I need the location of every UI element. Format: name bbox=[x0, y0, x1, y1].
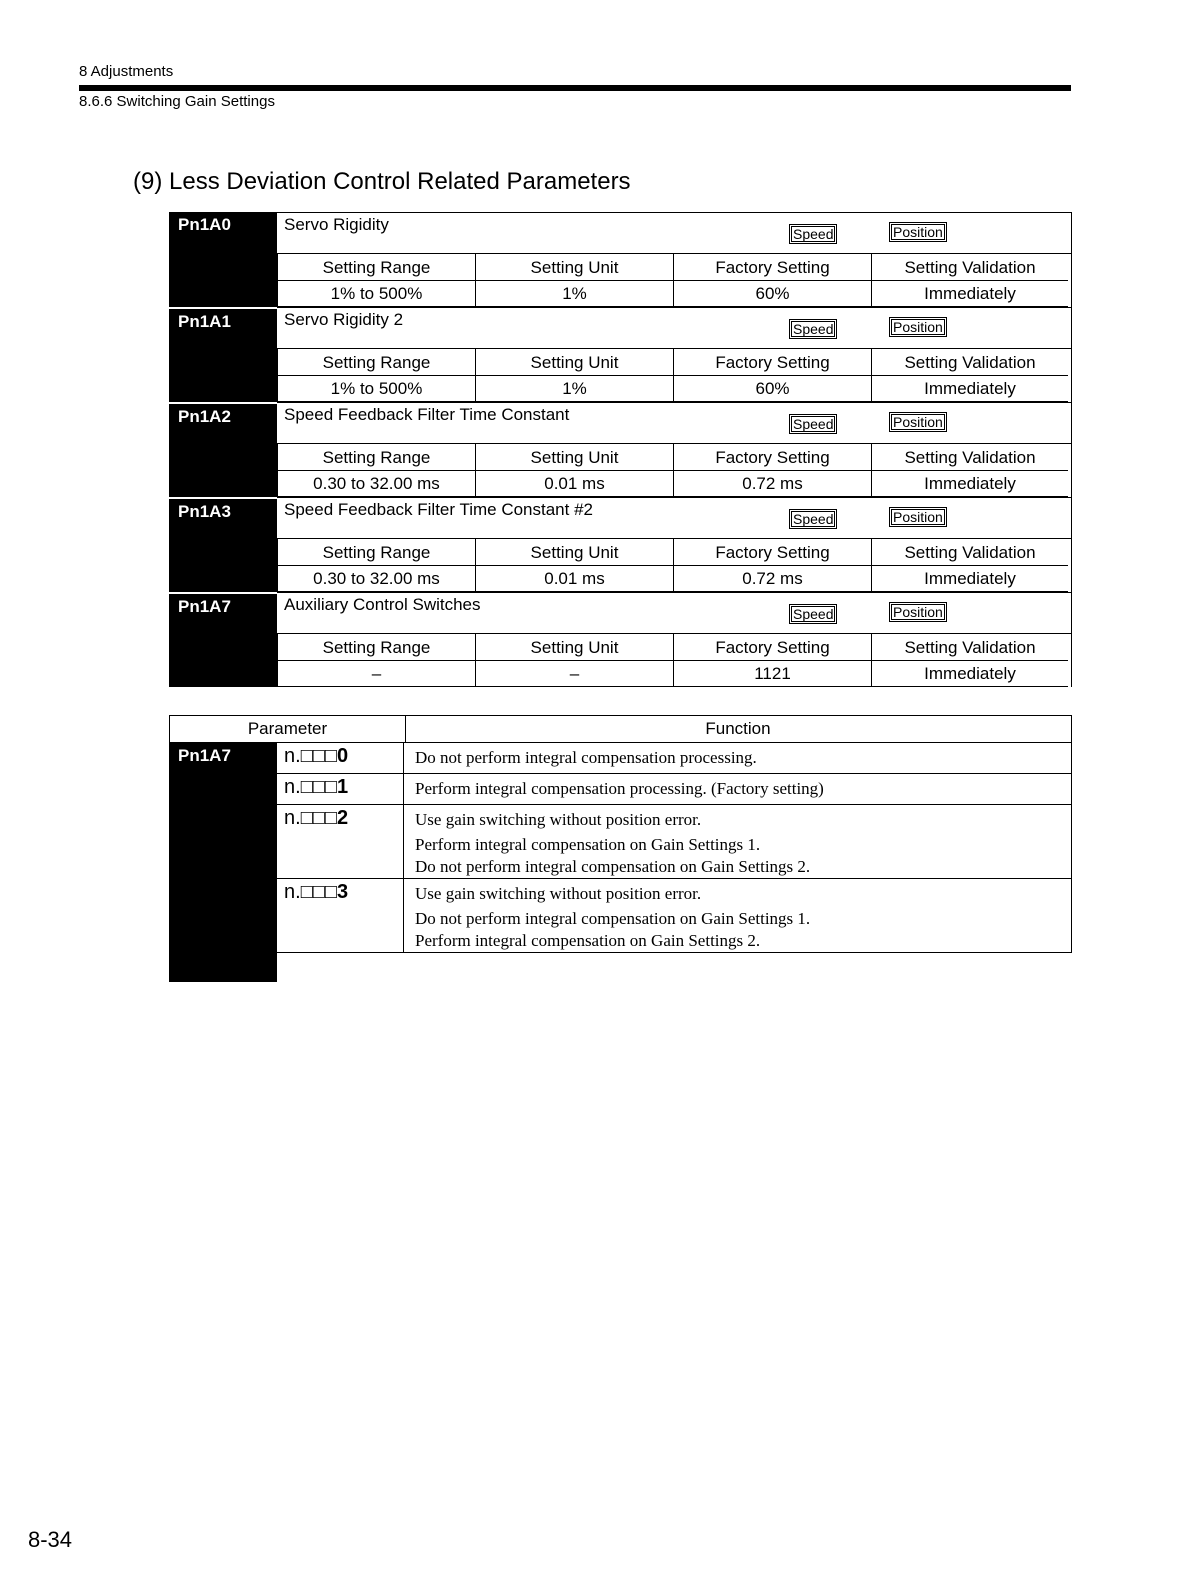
factory-setting-value: 60% bbox=[673, 281, 871, 307]
speed-tag: Speed bbox=[789, 604, 837, 624]
header-setting-range: Setting Range bbox=[277, 444, 475, 471]
header-setting-validation: Setting Validation bbox=[871, 254, 1068, 281]
factory-setting-value: 60% bbox=[673, 376, 871, 402]
parameter-list bbox=[169, 212, 1072, 687]
setting-unit-value: 0.01 ms bbox=[475, 471, 673, 497]
section-title: (9) Less Deviation Control Related Parameters bbox=[133, 168, 631, 195]
speed-tag: Speed bbox=[789, 414, 837, 434]
function-row bbox=[277, 774, 1072, 805]
header-setting-range: Setting Range bbox=[277, 349, 475, 376]
header-setting-range: Setting Range bbox=[277, 634, 475, 661]
header-setting-validation: Setting Validation bbox=[871, 349, 1068, 376]
setting-unit-value: 1% bbox=[475, 281, 673, 307]
header-setting-unit: Setting Unit bbox=[475, 444, 673, 471]
header-setting-range: Setting Range bbox=[277, 254, 475, 281]
header-setting-unit: Setting Unit bbox=[475, 539, 673, 566]
position-tag: Position bbox=[889, 507, 947, 527]
parameter-value: n.□□□0 bbox=[277, 743, 404, 773]
parameter-name: Servo Rigidity 2 bbox=[284, 310, 404, 329]
function-row bbox=[277, 743, 1072, 774]
parameter-name: Speed Feedback Filter Time Constant bbox=[284, 405, 570, 424]
speed-tag: Speed bbox=[789, 319, 837, 339]
parameter-block bbox=[169, 212, 1072, 307]
parameter-code: Pn1A3 bbox=[169, 497, 277, 592]
setting-range-value: 0.30 to 32.00 ms bbox=[277, 566, 475, 592]
parameter-name: Servo Rigidity bbox=[284, 215, 389, 234]
chapter-header: 8 Adjustments bbox=[79, 63, 174, 80]
setting-validation-value: Immediately bbox=[871, 281, 1068, 307]
header-setting-unit: Setting Unit bbox=[475, 254, 673, 281]
header-factory-setting: Factory Setting bbox=[673, 539, 871, 566]
factory-setting-value: 0.72 ms bbox=[673, 566, 871, 592]
header-setting-validation: Setting Validation bbox=[871, 634, 1068, 661]
position-tag: Position bbox=[889, 602, 947, 622]
function-description: Perform integral compensation processing. (Factory setting) bbox=[415, 779, 824, 798]
parameter-block bbox=[169, 497, 1072, 592]
setting-unit-value: 0.01 ms bbox=[475, 566, 673, 592]
setting-unit-value: – bbox=[475, 661, 673, 687]
function-description: Do not perform integral compensation processing. bbox=[415, 748, 757, 767]
parameter-code: Pn1A7 bbox=[169, 592, 277, 687]
parameter-value: n.□□□1 bbox=[277, 774, 404, 804]
header-setting-validation: Setting Validation bbox=[871, 444, 1068, 471]
page-number: 8-34 bbox=[28, 1527, 73, 1552]
setting-validation-value: Immediately bbox=[871, 661, 1068, 687]
factory-setting-value: 0.72 ms bbox=[673, 471, 871, 497]
function-table bbox=[169, 715, 1072, 982]
parameter-code: Pn1A2 bbox=[169, 402, 277, 497]
setting-unit-value: 1% bbox=[475, 376, 673, 402]
function-row bbox=[277, 879, 1072, 953]
parameter-name: Auxiliary Control Switches bbox=[284, 595, 481, 614]
header-rule bbox=[79, 85, 1071, 91]
parameter-block bbox=[169, 592, 1072, 687]
function-description: Use gain switching without position error. Perform integral compensation on Gain Settings 1. Do not perform integral compensation on Gain Settings 2. bbox=[415, 810, 811, 876]
header-factory-setting: Factory Setting bbox=[673, 634, 871, 661]
header-setting-unit: Setting Unit bbox=[475, 349, 673, 376]
setting-range-value: – bbox=[277, 661, 475, 687]
parameter-value: n.□□□3 bbox=[277, 879, 404, 952]
position-tag: Position bbox=[889, 222, 947, 242]
function-description: Use gain switching without position error. Do not perform integral compensation on Gain Settings 1. Perform integral compensation on Gain Settings 2. bbox=[415, 884, 811, 950]
function-table-header-parameter: Parameter bbox=[170, 716, 406, 742]
setting-validation-value: Immediately bbox=[871, 566, 1068, 592]
header-setting-range: Setting Range bbox=[277, 539, 475, 566]
position-tag: Position bbox=[889, 317, 947, 337]
setting-validation-value: Immediately bbox=[871, 471, 1068, 497]
setting-validation-value: Immediately bbox=[871, 376, 1068, 402]
function-row bbox=[277, 805, 1072, 879]
setting-range-value: 1% to 500% bbox=[277, 376, 475, 402]
function-table-header-function: Function bbox=[705, 719, 771, 738]
section-header: 8.6.6 Switching Gain Settings bbox=[79, 93, 275, 110]
speed-tag: Speed bbox=[789, 509, 837, 529]
header-setting-unit: Setting Unit bbox=[475, 634, 673, 661]
header-setting-validation: Setting Validation bbox=[871, 539, 1068, 566]
parameter-name: Speed Feedback Filter Time Constant #2 bbox=[284, 500, 593, 519]
header-factory-setting: Factory Setting bbox=[673, 444, 871, 471]
function-parameter-code: Pn1A7 bbox=[169, 743, 277, 982]
parameter-value: n.□□□2 bbox=[277, 805, 404, 878]
position-tag: Position bbox=[889, 412, 947, 432]
setting-range-value: 0.30 to 32.00 ms bbox=[277, 471, 475, 497]
factory-setting-value: 1121 bbox=[673, 661, 871, 687]
header-factory-setting: Factory Setting bbox=[673, 349, 871, 376]
speed-tag: Speed bbox=[789, 224, 837, 244]
parameter-block bbox=[169, 307, 1072, 402]
parameter-code: Pn1A1 bbox=[169, 307, 277, 402]
header-factory-setting: Factory Setting bbox=[673, 254, 871, 281]
setting-range-value: 1% to 500% bbox=[277, 281, 475, 307]
parameter-code: Pn1A0 bbox=[169, 212, 277, 307]
parameter-block bbox=[169, 402, 1072, 497]
